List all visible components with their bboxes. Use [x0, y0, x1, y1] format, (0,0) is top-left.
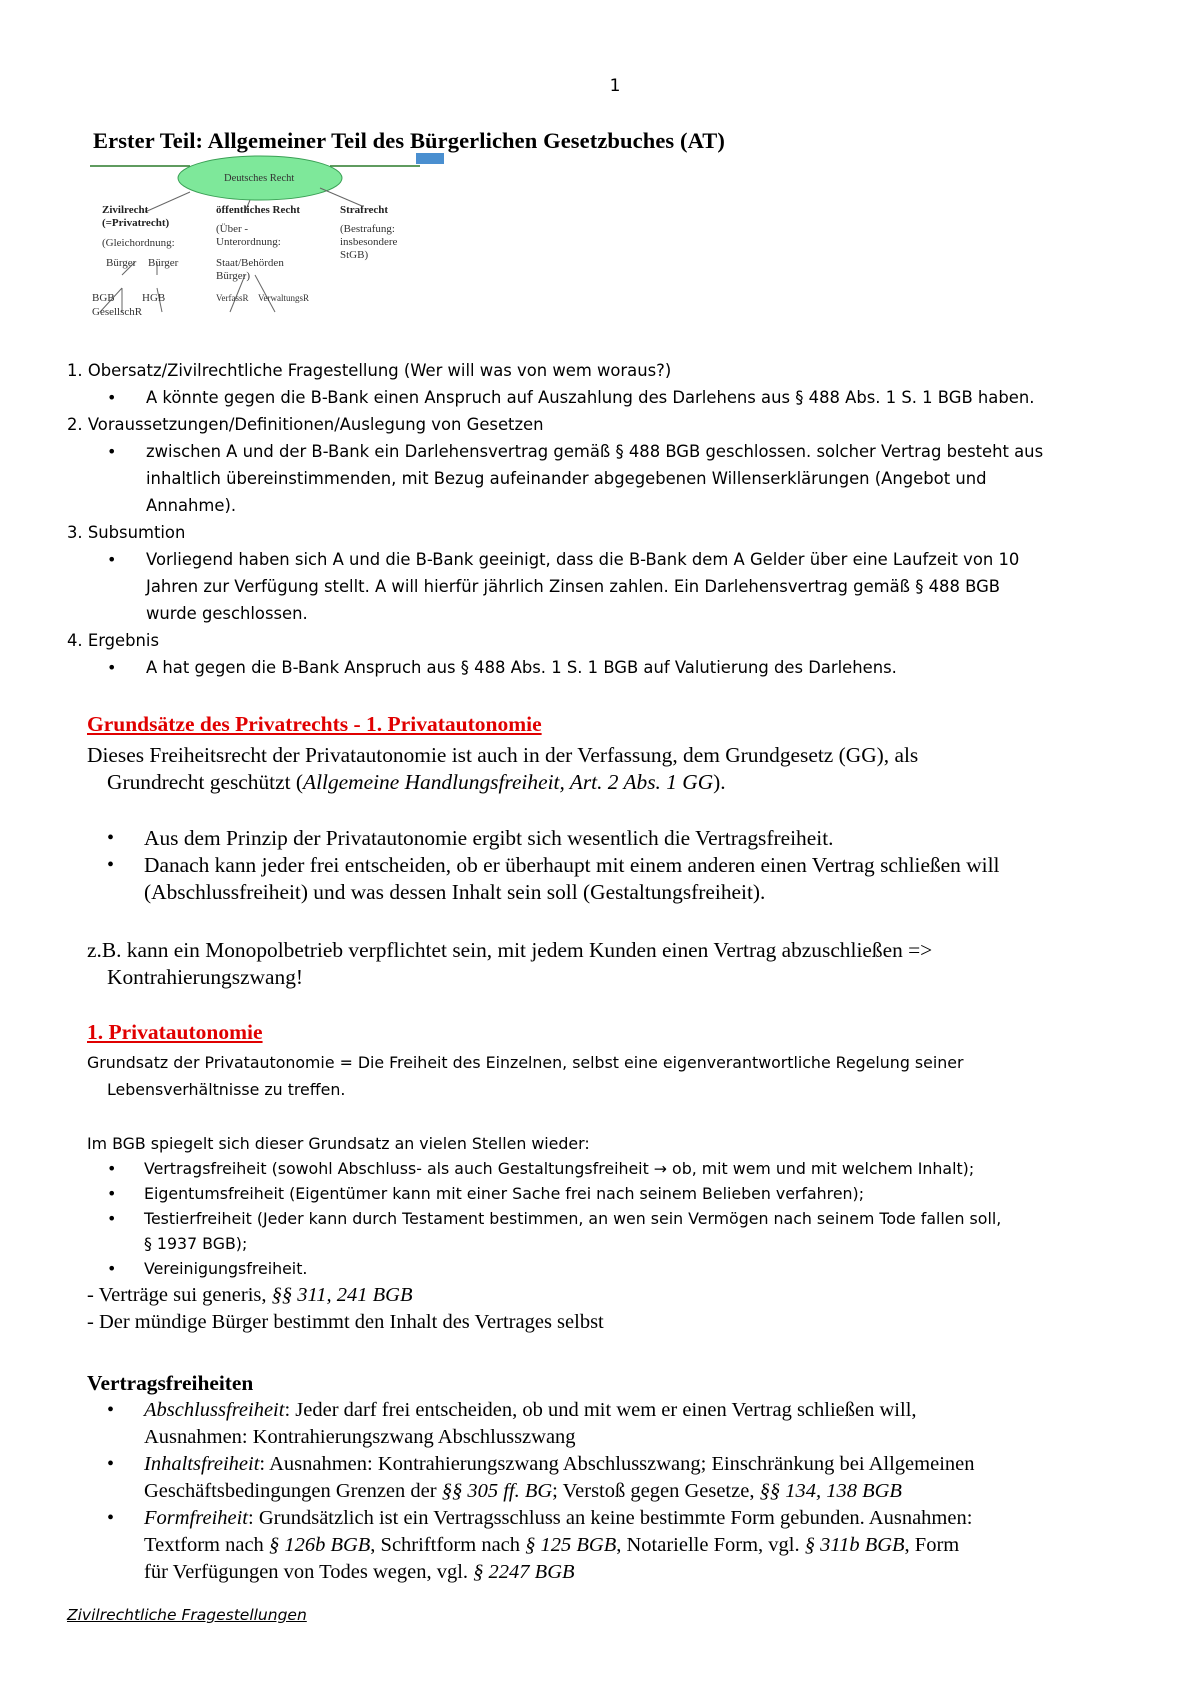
step-bullet: Vorliegend haben sich A und die B-Bank geeinigt, dass die B-Bank dem A Gelder über eine Laufzeit von 10 — [146, 550, 1020, 569]
bullet-icon: • — [107, 1159, 117, 1178]
step-bullet: inhaltlich übereinstimmenden, mit Bezug aufeinander abgegebenen Willenserklärungen (Angebot und — [146, 469, 987, 488]
bullet-icon: • — [107, 388, 117, 407]
branch-title: Zivilrecht — [102, 204, 149, 216]
branch-sub: (Über - — [216, 223, 249, 235]
list-item: Ausnahmen: Kontrahierungszwang Abschlusszwang — [144, 1426, 576, 1448]
bullet-icon: • — [107, 1453, 115, 1475]
page-number: 1 — [609, 76, 621, 96]
branch-item: Bürger — [148, 257, 179, 269]
step-label: 4. Ergebnis — [67, 631, 160, 650]
example-line: z.B. kann ein Monopolbetrieb verpflichtet sein, mit jedem Kunden einen Vertrag abzuschließen => — [87, 938, 933, 962]
diagram-root-label: Deutsches Recht — [224, 173, 295, 184]
definition-line: Lebensverhältnisse zu treffen. — [107, 1080, 346, 1099]
branch-item: StGB) — [340, 249, 369, 261]
list-item: Vertragsfreiheit (sowohl Abschluss- als auch Gestaltungsfreiheit → ob, mit wem und mit welchem Inhalt); — [144, 1159, 975, 1178]
branch-note: Unterordnung: — [216, 236, 281, 248]
law-diagram — [90, 150, 446, 350]
para-line: Dieses Freiheitsrecht der Privatautonomie ist auch in der Verfassung, dem Grundgesetz (GG), als — [87, 743, 919, 767]
list-intro: Im BGB spiegelt sich dieser Grundsatz an vielen Stellen wieder: — [87, 1134, 590, 1153]
steps-list — [67, 357, 1167, 687]
bullet-icon: • — [107, 1399, 115, 1421]
bullet-icon: • — [107, 442, 117, 461]
branch-note: insbesondere — [340, 236, 398, 248]
step-label: 2. Voraussetzungen/Definitionen/Auslegung von Gesetzen — [67, 415, 544, 434]
list-item: Eigentumsfreiheit (Eigentümer kann mit einer Sache frei nach seinem Belieben verfahren); — [144, 1184, 865, 1203]
dash-line: - Verträge sui generis, §§ 311, 241 BGB — [87, 1284, 413, 1306]
list-item: Testierfreiheit (Jeder kann durch Testament bestimmen, an wen sein Vermögen nach seinem Tode fallen soll, — [144, 1209, 1002, 1228]
list-item: Danach kann jeder frei entscheiden, ob er überhaupt mit einem anderen einen Vertrag schließen will — [144, 853, 1000, 877]
branch-leaf: VerfassR — [216, 293, 249, 303]
list-item: Geschäftsbedingungen Grenzen der §§ 305 ff. BG; Verstoß gegen Gesetze, §§ 134, 138 BGB — [144, 1480, 902, 1502]
branch-item: Bürger — [106, 257, 137, 269]
section-heading: Grundsätze des Privatrechts - 1. Privatautonomie — [87, 712, 542, 736]
bullet-icon: • — [107, 1507, 115, 1529]
list-item: (Abschlussfreiheit) und was dessen Inhalt sein soll (Gestaltungsfreiheit). — [144, 880, 766, 904]
branch-title: öffentliches Recht — [216, 204, 301, 216]
section-heading: Vertragsfreiheiten — [87, 1371, 254, 1395]
step-label: 3. Subsumtion — [67, 523, 186, 542]
bullet-icon: • — [107, 1184, 117, 1203]
branch-sub: (=Privatrecht) — [102, 217, 170, 229]
list-item: Inhaltsfreiheit: Ausnahmen: Kontrahierungszwang Abschlusszwang; Einschränkung bei Allgemeinen — [144, 1453, 975, 1475]
step-bullet: Annahme). — [146, 496, 237, 515]
definition-line: Grundsatz der Privatautonomie = Die Freiheit des Einzelnen, selbst eine eigenverantwortliche Regelung seiner — [87, 1053, 964, 1072]
branch-leaf: BGB — [92, 292, 115, 304]
branch-leaf: HGB — [142, 292, 166, 304]
page-title: Erster Teil: Allgemeiner Teil des Bürgerlichen Gesetzbuches (AT) — [93, 128, 725, 153]
bullet-icon: • — [107, 550, 117, 569]
step-bullet: A hat gegen die B-Bank Anspruch aus § 488 Abs. 1 S. 1 BGB auf Valutierung des Darlehens. — [146, 658, 897, 677]
para-line: Grundrecht geschützt (Allgemeine Handlungsfreiheit, Art. 2 Abs. 1 GG). — [107, 770, 726, 794]
branch-title: Strafrecht — [340, 204, 389, 216]
list-item: Abschlussfreiheit: Jeder darf frei entscheiden, ob und mit wem er einen Vertrag schließen will, — [144, 1399, 917, 1421]
branch-note: (Gleichordnung: — [102, 237, 175, 249]
list-item: Aus dem Prinzip der Privatautonomie ergibt sich wesentlich die Vertragsfreiheit. — [144, 826, 834, 850]
logo-icon — [416, 153, 444, 164]
list-item: Formfreiheit: Grundsätzlich ist ein Vertragsschluss an keine bestimmte Form gebunden. Ausnahmen: — [144, 1507, 973, 1529]
footer-link[interactable]: Zivilrechtliche Fragestellungen — [67, 1606, 307, 1624]
example-line: Kontrahierungszwang! — [107, 965, 304, 989]
list-item: § 1937 BGB); — [144, 1234, 248, 1253]
branch-item: Bürger) — [216, 270, 251, 282]
list-item: Vereinigungsfreiheit. — [144, 1259, 308, 1278]
list-item: für Verfügungen von Todes wegen, vgl. § 2247 BGB — [144, 1561, 575, 1583]
bullet-icon: • — [107, 1259, 117, 1278]
list-item: Textform nach § 126b BGB, Schriftform nach § 125 BGB, Notarielle Form, vgl. § 311b BGB, Form — [144, 1534, 960, 1556]
branch-leaf: VerwaltungsR — [258, 293, 309, 303]
bullet-icon: • — [107, 658, 117, 677]
step-bullet: Jahren zur Verfügung stellt. A will hierfür jährlich Zinsen zahlen. Ein Darlehensvertrag gemäß § 488 BGB — [146, 577, 1001, 596]
branch-sub: (Bestrafung: — [340, 223, 395, 235]
bullet-icon: • — [107, 854, 115, 876]
step-bullet: A könnte gegen die B-Bank einen Anspruch auf Auszahlung des Darlehens aus § 488 Abs. 1 S. 1 BGB haben. — [146, 388, 1035, 407]
section-heading: 1. Privatautonomie — [87, 1020, 263, 1044]
bullet-icon: • — [107, 1209, 117, 1228]
step-label: 1. Obersatz/Zivilrechtliche Fragestellung (Wer will was von wem woraus?) — [67, 361, 672, 380]
dash-line: - Der mündige Bürger bestimmt den Inhalt des Vertrages selbst — [87, 1311, 604, 1333]
step-bullet: zwischen A und der B-Bank ein Darlehensvertrag gemäß § 488 BGB geschlossen. solcher Vertrag besteht aus — [146, 442, 1044, 461]
bullet-icon: • — [107, 827, 115, 849]
branch-item: Staat/Behörden — [216, 257, 284, 269]
step-bullet: wurde geschlossen. — [146, 604, 308, 623]
branch-leaf: GesellschR — [92, 306, 143, 318]
